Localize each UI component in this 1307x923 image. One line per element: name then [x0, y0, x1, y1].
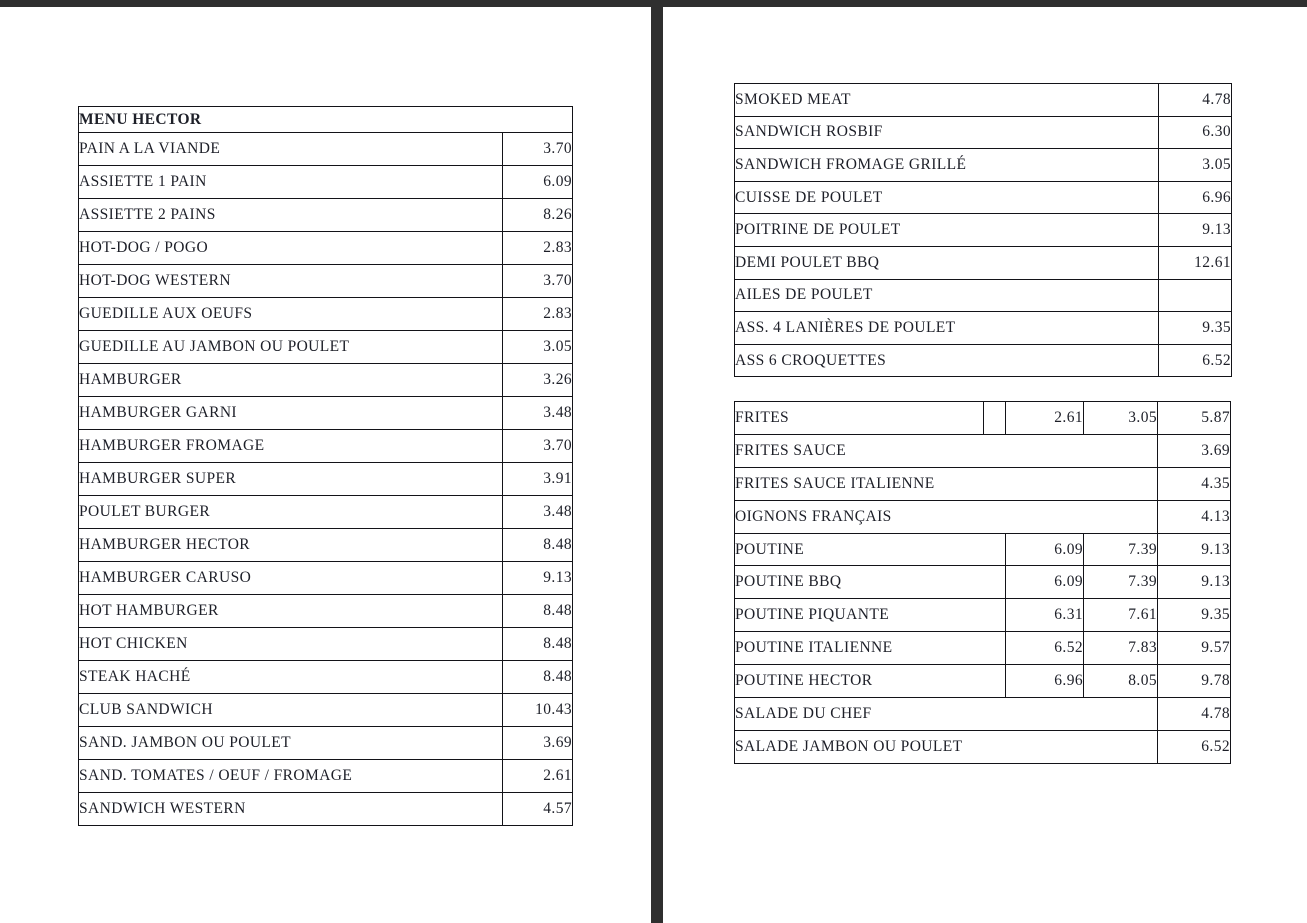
empty-cell	[984, 402, 1006, 435]
menu-item-price: 10.43	[503, 694, 573, 727]
menu-item-price: 3.69	[503, 727, 573, 760]
table-row	[79, 793, 573, 826]
menu-item-label: POUTINE ITALIENNE	[735, 632, 1006, 665]
menu-item-label: POITRINE DE POULET	[735, 214, 1159, 247]
menu-item-label: HOT CHICKEN	[79, 628, 503, 661]
table-row	[735, 312, 1232, 345]
menu-item-label: SANDWICH ROSBIF	[735, 116, 1159, 149]
table-row	[735, 566, 1231, 599]
meats-table	[734, 83, 1232, 377]
table-row	[735, 116, 1232, 149]
menu-item-label: FRITES SAUCE ITALIENNE	[735, 467, 1158, 500]
menu-item-price: 3.05	[503, 331, 573, 364]
menu-item-price: 6.09	[1006, 566, 1084, 599]
menu-item-price: 3.70	[503, 133, 573, 166]
table-row	[735, 402, 1231, 435]
table-row	[735, 632, 1231, 665]
menu-item-price: 4.35	[1158, 467, 1231, 500]
menu-item-label: HAMBURGER SUPER	[79, 463, 503, 496]
table-row	[79, 397, 573, 430]
menu-item-label: SAND. JAMBON OU POULET	[79, 727, 503, 760]
menu-item-label: POUTINE	[735, 533, 1006, 566]
table-row	[79, 364, 573, 397]
table-row	[735, 533, 1231, 566]
table-row	[79, 463, 573, 496]
menu-item-price: 8.05	[1084, 665, 1158, 698]
table-row	[79, 166, 573, 199]
table-row	[79, 298, 573, 331]
menu-item-price: 9.57	[1158, 632, 1231, 665]
menu-item-label: SANDWICH FROMAGE GRILLÉ	[735, 149, 1159, 182]
table-row	[735, 84, 1232, 117]
menu-item-label: HOT HAMBURGER	[79, 595, 503, 628]
menu-item-label: DEMI POULET BBQ	[735, 246, 1159, 279]
table-row	[735, 214, 1232, 247]
table-row	[79, 107, 573, 133]
table-row	[79, 694, 573, 727]
table-row	[735, 344, 1232, 377]
menu-item-price: 9.78	[1158, 665, 1231, 698]
menu-item-label: OIGNONS FRANÇAIS	[735, 500, 1158, 533]
menu-item-price: 9.13	[1158, 566, 1231, 599]
sides-table	[734, 401, 1231, 764]
menu-item-label: PAIN A LA VIANDE	[79, 133, 503, 166]
menu-item-price: 4.78	[1158, 698, 1231, 731]
page-divider	[651, 0, 663, 923]
menu-item-label: AILES DE POULET	[735, 279, 1159, 312]
menu-item-label: ASSIETTE 2 PAINS	[79, 199, 503, 232]
table-row	[79, 562, 573, 595]
table-row	[79, 760, 573, 793]
menu-item-price: 6.09	[503, 166, 573, 199]
menu-item-price: 8.48	[503, 661, 573, 694]
menu-item-price: 4.78	[1159, 84, 1232, 117]
menu-item-label: SAND. TOMATES / OEUF / FROMAGE	[79, 760, 503, 793]
menu-item-price: 8.48	[503, 529, 573, 562]
menu-item-price: 2.83	[503, 298, 573, 331]
menu-item-label: HAMBURGER GARNI	[79, 397, 503, 430]
menu-item-label: SANDWICH WESTERN	[79, 793, 503, 826]
menu-item-label: POUTINE PIQUANTE	[735, 599, 1006, 632]
menu-item-price: 6.96	[1006, 665, 1084, 698]
menu-item-label: STEAK HACHÉ	[79, 661, 503, 694]
menu-item-price: 8.26	[503, 199, 573, 232]
menu-item-price: 7.83	[1084, 632, 1158, 665]
menu-item-price: 7.61	[1084, 599, 1158, 632]
menu-item-price: 7.39	[1084, 533, 1158, 566]
table-row	[79, 199, 573, 232]
table-row	[735, 500, 1231, 533]
menu-item-price: 2.61	[1006, 402, 1084, 435]
table-row	[735, 246, 1232, 279]
menu-item-label: ASS. 4 LANIÈRES DE POULET	[735, 312, 1159, 345]
menu-item-price: 3.48	[503, 397, 573, 430]
menu-item-price: 9.35	[1159, 312, 1232, 345]
menu-item-label: SALADE JAMBON OU POULET	[735, 730, 1158, 763]
menu-item-price: 8.48	[503, 595, 573, 628]
table-row	[79, 529, 573, 562]
menu-item-price: 3.48	[503, 496, 573, 529]
table-row	[735, 279, 1232, 312]
menu-item-price: 4.57	[503, 793, 573, 826]
menu-item-price: 2.61	[503, 760, 573, 793]
menu-title: MENU HECTOR	[79, 107, 573, 133]
menu-item-price: 12.61	[1159, 246, 1232, 279]
table-row	[735, 434, 1231, 467]
main-menu-table	[78, 106, 573, 826]
menu-item-price: 7.39	[1084, 566, 1158, 599]
table-row	[735, 730, 1231, 763]
menu-item-price: 9.13	[1158, 533, 1231, 566]
menu-item-price: 3.70	[503, 265, 573, 298]
menu-item-price: 3.05	[1159, 149, 1232, 182]
menu-item-label: POULET BURGER	[79, 496, 503, 529]
menu-item-label: HAMBURGER	[79, 364, 503, 397]
menu-item-label: ASS 6 CROQUETTES	[735, 344, 1159, 377]
menu-item-price: 6.96	[1159, 181, 1232, 214]
table-row	[79, 661, 573, 694]
menu-item-price: 8.48	[503, 628, 573, 661]
table-row	[79, 496, 573, 529]
menu-item-label: ASSIETTE 1 PAIN	[79, 166, 503, 199]
menu-item-label: FRITES	[735, 402, 984, 435]
menu-item-label: CLUB SANDWICH	[79, 694, 503, 727]
menu-item-price: 9.13	[503, 562, 573, 595]
table-row	[79, 430, 573, 463]
menu-item-price: 2.83	[503, 232, 573, 265]
menu-item-label: POUTINE BBQ	[735, 566, 1006, 599]
table-row	[735, 181, 1232, 214]
table-row	[735, 599, 1231, 632]
menu-item-price: 6.30	[1159, 116, 1232, 149]
menu-item-price: 6.52	[1159, 344, 1232, 377]
table-row	[735, 698, 1231, 731]
table-row	[79, 331, 573, 364]
menu-item-label: CUISSE DE POULET	[735, 181, 1159, 214]
menu-item-label: HAMBURGER HECTOR	[79, 529, 503, 562]
table-row	[79, 133, 573, 166]
table-row	[79, 727, 573, 760]
menu-item-price: 9.13	[1159, 214, 1232, 247]
table-row	[79, 232, 573, 265]
menu-item-label: FRITES SAUCE	[735, 434, 1158, 467]
menu-item-price: 3.70	[503, 430, 573, 463]
menu-item-price: 3.26	[503, 364, 573, 397]
menu-item-price: 6.52	[1006, 632, 1084, 665]
menu-item-price: 6.52	[1158, 730, 1231, 763]
menu-item-label: HOT-DOG WESTERN	[79, 265, 503, 298]
menu-item-price: 3.69	[1158, 434, 1231, 467]
menu-item-label: HAMBURGER CARUSO	[79, 562, 503, 595]
menu-item-label: SMOKED MEAT	[735, 84, 1159, 117]
menu-item-price: 6.09	[1006, 533, 1084, 566]
menu-item-price: 6.31	[1006, 599, 1084, 632]
menu-item-label: HOT-DOG / POGO	[79, 232, 503, 265]
table-row	[79, 265, 573, 298]
table-row	[735, 149, 1232, 182]
menu-item-price: 9.35	[1158, 599, 1231, 632]
menu-item-price	[1159, 279, 1232, 312]
table-row	[735, 467, 1231, 500]
menu-item-label: GUEDILLE AU JAMBON OU POULET	[79, 331, 503, 364]
menu-item-label: POUTINE HECTOR	[735, 665, 1006, 698]
menu-item-price: 3.05	[1084, 402, 1158, 435]
menu-item-label: HAMBURGER FROMAGE	[79, 430, 503, 463]
table-row	[735, 665, 1231, 698]
menu-item-price: 3.91	[503, 463, 573, 496]
menu-item-label: SALADE DU CHEF	[735, 698, 1158, 731]
table-row	[79, 595, 573, 628]
menu-item-price: 4.13	[1158, 500, 1231, 533]
menu-item-label: GUEDILLE AUX OEUFS	[79, 298, 503, 331]
menu-item-price: 5.87	[1158, 402, 1231, 435]
table-row	[79, 628, 573, 661]
